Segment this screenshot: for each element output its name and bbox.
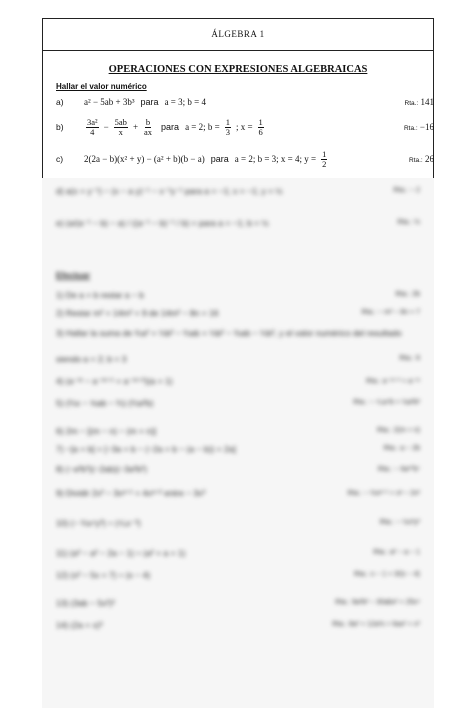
exercise-b bbox=[56, 118, 434, 136]
numerator: 1 bbox=[322, 149, 327, 159]
answer bbox=[409, 154, 434, 164]
blurred-answer: Rta.: − 2 bbox=[393, 187, 420, 194]
answer bbox=[404, 122, 434, 132]
operator: + bbox=[132, 122, 139, 132]
blurred-exercise-text: 11) (a³ − a² − 2a − 1) ÷ (a² + a + 1) bbox=[56, 548, 186, 558]
blurred-answer: Rta.: ⅓ bbox=[397, 219, 420, 226]
blurred-exercise-text: e) (a/(a⁻¹ − b) − a) / ((a⁻¹ − b)⁻¹ / b) = para a = −1; b = ½ bbox=[56, 218, 269, 228]
fraction bbox=[143, 118, 153, 136]
para-word: para bbox=[210, 154, 229, 164]
blurred-answer: Rta.: a² − a − 1 bbox=[373, 549, 420, 556]
blurred-exercise-text: Efectuar bbox=[56, 270, 91, 280]
exercise-label: b) bbox=[56, 122, 64, 132]
numerator: 3a² bbox=[87, 117, 98, 127]
answer-value: 141 bbox=[420, 97, 434, 107]
exercise-expression bbox=[84, 118, 434, 136]
condition-text: a = 2; b = 3; x = 4; y = bbox=[234, 154, 317, 164]
exercise-c bbox=[56, 150, 434, 168]
exercise-expression bbox=[84, 97, 434, 107]
blurred-answer: Rta.: 2(m + n) bbox=[377, 427, 420, 434]
blurred-exercise-text: 9) Dividir 2x³ − 3xᵃ⁺¹ + 4xᵃ⁺² entre − 3x³ bbox=[56, 488, 206, 498]
blurred-exercise-text: 14) (2a + x)³ bbox=[56, 620, 103, 630]
rta-label: Rta.: bbox=[409, 157, 423, 164]
answer bbox=[405, 97, 434, 107]
blurred-answer: Rta.: 9a²b² − 30abx² + 25x⁴ bbox=[335, 599, 420, 606]
blurred-exercise-text: 5) (⅔x − ⅝ab − ⅔) (⅔a²b) bbox=[56, 398, 154, 408]
blurred-answer: Rta.: − 6a¹⁰b⁷ bbox=[377, 466, 420, 473]
exercise-a bbox=[56, 97, 434, 107]
blurred-exercise-text: 3) Hallar la suma de ¾a² + ⅓b² − ⅔ab + ⅓b² − ⅜ab − ⅓b², y el valor numérico del resultado bbox=[56, 328, 402, 338]
blurred-content bbox=[42, 178, 434, 708]
denominator: 2 bbox=[322, 158, 327, 169]
fraction bbox=[258, 118, 264, 136]
blurred-exercise-text: 2) Restar m² + 14m² + 9 de 14m² − 8n + 16 bbox=[56, 308, 219, 318]
fraction bbox=[321, 150, 327, 168]
answer-value: −16 bbox=[419, 122, 434, 132]
para-word: para bbox=[161, 122, 180, 132]
numerator: b bbox=[145, 117, 151, 127]
para-word: para bbox=[140, 97, 159, 107]
answer-value: 26 bbox=[425, 154, 434, 164]
blurred-exercise-text: 7) −[a + b] + [−3a + b − (−2a + b − (a − b)) + 2a] bbox=[56, 444, 236, 454]
blurred-exercise-text: 13) (3ab − 5x²)² bbox=[56, 598, 115, 608]
denominator: 6 bbox=[258, 126, 263, 137]
blurred-exercise-text: 4) (a⁻ᵐ − a⁻ᵐ⁺¹ + a⁻ᵐ⁺²)(a + 1) bbox=[56, 376, 173, 386]
expression-text: 2(2a − b)(x² + y) − (a² + b)(b − a) bbox=[84, 154, 205, 164]
fraction bbox=[225, 118, 231, 136]
blurred-answer: Rta.: − ½x³y³ bbox=[379, 519, 420, 526]
blurred-answer: Rta.: 8a³ + 12a²x + 6ax² + x³ bbox=[332, 621, 420, 628]
running-header bbox=[42, 18, 434, 51]
numerator: 1 bbox=[258, 117, 263, 127]
blurred-answer: Rta.: − m² − 8n + 7 bbox=[361, 309, 420, 316]
numerator: 1 bbox=[225, 117, 230, 127]
blurred-exercise-text: 6) 2m − [(m − n) − (m + n)] bbox=[56, 426, 157, 436]
running-title: ÁLGEBRA 1 bbox=[211, 29, 265, 39]
rta-label: Rta.: bbox=[403, 125, 418, 132]
section-subtitle: Hallar el valor numérico bbox=[56, 82, 147, 91]
fraction bbox=[114, 118, 128, 136]
blurred-answer: Rta.: 6 bbox=[399, 355, 420, 362]
blurred-answer: Rta.: − ⁴⁄₉a⁴b + ½a²b² bbox=[353, 399, 420, 406]
fraction bbox=[86, 118, 99, 136]
blurred-exercise-text: 1) De a + b restar a − b bbox=[56, 290, 144, 300]
condition-text: ; x = bbox=[235, 122, 253, 132]
exercise-expression bbox=[84, 150, 434, 168]
blurred-answer: Rta.: 2b bbox=[395, 291, 420, 298]
blurred-preview-region bbox=[42, 178, 434, 708]
rta-label: Rta.: bbox=[404, 100, 419, 107]
blurred-exercise-text: 10) (− ⅔x⁴y³) ÷ (⁴⁄₉x⁻²) bbox=[56, 518, 141, 528]
blurred-exercise-text: 12) (x² − 5x + 7) ÷ (x − 4) bbox=[56, 570, 151, 580]
denominator: x bbox=[118, 126, 123, 137]
blurred-answer: Rta.: − ⅔xᵃ⁺¹ + xᵃ − 2x² bbox=[347, 490, 420, 497]
blurred-exercise-text: 8) (−a²b³)(−2ab)(−3a²b²) bbox=[56, 464, 147, 474]
denominator: ax bbox=[144, 126, 153, 137]
expression-text: a² − 5ab + 3b³ bbox=[84, 97, 135, 107]
blurred-exercise-text: d) a(x + y⁻¹) − (x − a y)⁻¹ − x⁻¹y⁻¹ para a = −1; x = −1; y = ½ bbox=[56, 186, 283, 196]
denominator: 3 bbox=[225, 126, 230, 137]
exercise-label: a) bbox=[56, 97, 64, 107]
numerator: 5ab bbox=[114, 117, 127, 127]
condition-text: a = 3; b = 4 bbox=[164, 97, 206, 107]
operator: − bbox=[103, 122, 109, 132]
page-title: OPERACIONES CON EXPRESIONES ALGEBRAICAS bbox=[108, 64, 368, 75]
blurred-exercise-text: siendo a = 2; b = 3 bbox=[56, 354, 127, 364]
blurred-answer: Rta.: x − 1 + 3/(x − 4) bbox=[354, 571, 420, 578]
blurred-answer: Rta.: a − 2b bbox=[383, 445, 420, 452]
blurred-answer: Rta.: a⁻ᵐ⁺³ + a⁻ᵐ bbox=[366, 378, 420, 385]
exercise-label: c) bbox=[56, 154, 64, 164]
condition-text: a = 2; b = bbox=[185, 122, 220, 132]
denominator: 4 bbox=[90, 126, 95, 137]
